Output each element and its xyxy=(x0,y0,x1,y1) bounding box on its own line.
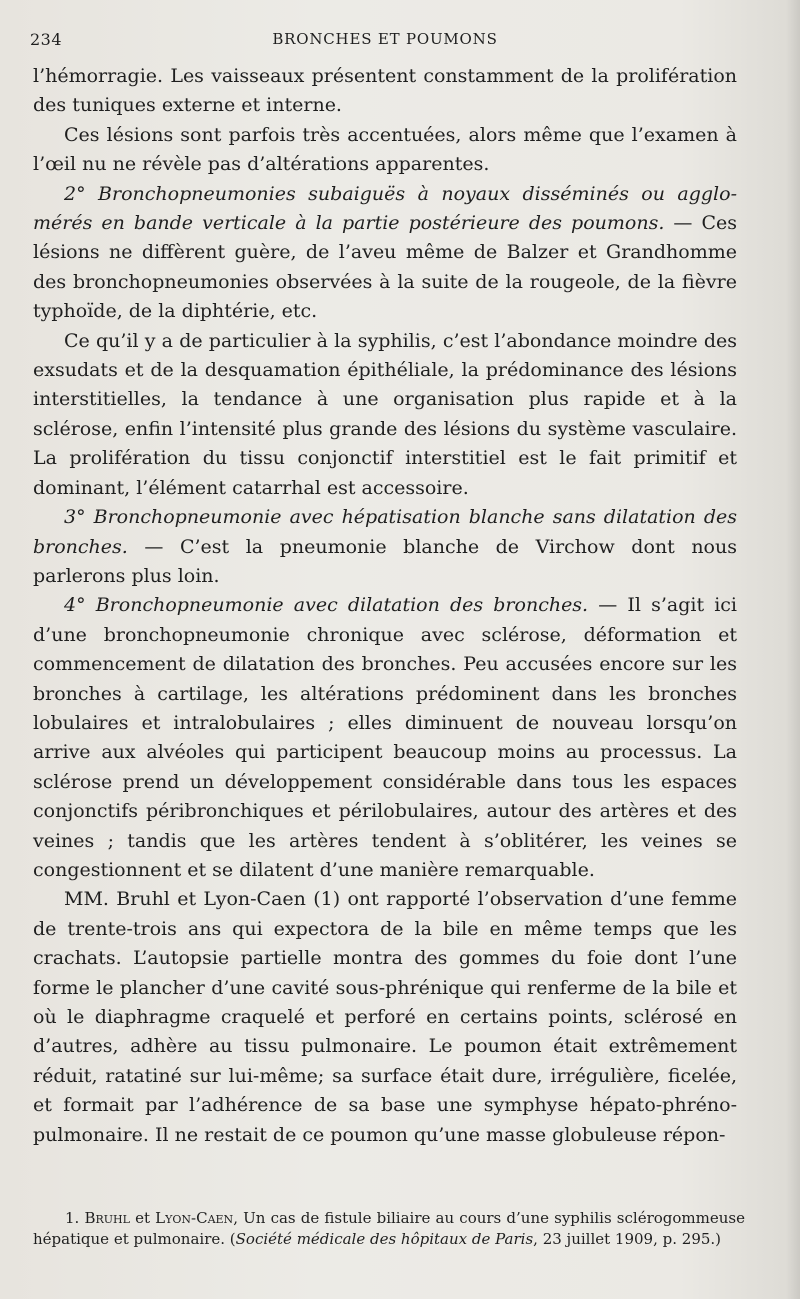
running-head: BRONCHES ET POUMONS xyxy=(272,30,498,48)
section-title-white-hepatization: 3° Bronchopneumonie avec hépatisation blanche sans dilatation des bronches. xyxy=(33,506,737,558)
paragraph-syphilis-particularities: Ce qu’il y a de particulier à la syphilis, c’est l’abondance moindre des exsudats et de la desquamation épithéliale, la prédominance des lésions interstitielles, la tendance à une organisation plus rapide et à la sclérose, enfin l’intensité plus grande des lésions du système vasculaire. La prolifération du tissu conjonctif interstitiel est le fait primitif et dominant, l’élément catarrhal est accessoire. xyxy=(33,329,737,499)
footnote-journal: Société médicale des hôpitaux de Paris xyxy=(235,1229,534,1248)
paragraph-white-hepatization-text: — C’est la pneumonie blanche de Virchow dont nous parlerons plus loin. xyxy=(33,535,737,587)
footnote-title: , Un cas de fistule biliaire au cours d’une syphilis sclérogommeuse hépatique et pulmonaire. ( xyxy=(33,1209,745,1248)
page-header xyxy=(30,30,740,54)
page-number: 234 xyxy=(30,30,63,49)
footnote-number: 1. xyxy=(65,1209,80,1227)
page-edge-shadow xyxy=(786,0,800,1299)
body-text xyxy=(33,62,737,1150)
footnote-author-lyon-caen: Lyon-Caen xyxy=(155,1209,234,1227)
paragraph-subacute-text: — Ces lésions ne diffèrent guère, de l’aveu même de Balzer et Grandhomme des bronchopneumonies observées à la suite de la rougeole, de la fièvre typhoïde, de la diphtérie, etc. xyxy=(33,212,737,323)
paragraph-subacute-bronchopneumonia xyxy=(33,180,737,327)
section-title-bronchial-dilatation: 4° Bronchopneumonie avec dilatation des bronches. xyxy=(64,594,589,617)
paragraph-lesions: Ces lésions sont parfois très accentuées, alors même que l’examen à l’œil nu ne révèle pas d’altérations apparentes. xyxy=(33,123,737,176)
footnote-author-bruhl: Bruhl xyxy=(84,1209,130,1227)
paragraph-case-report: MM. Bruhl et Lyon-Caen (1) ont rapporté l’observation d’une femme de trente-trois ans qui expectora de la bile en même temps que les crachats. L’autopsie partielle montra des gommes du foie dont l’une forme le plancher d’une cavité sous-phrénique qui renferme de la bile et où le diaphragme craquelé et perforé en certains points, sclérosé en d’autres, adhère au tissu pulmonaire. Le poumon était extrêmement réduit, ratatiné sur lui-même; sa surface était dure, irrégulière, ficelée, et formait par l’adhérence de sa base une symphyse hépato-phréno-pulmonaire. Il ne restait de ce poumon qu’une masse globuleuse répon- xyxy=(33,888,737,1146)
footnote-conjunction: et xyxy=(129,1209,156,1227)
paragraph-continuation: l’hémorragie. Les vaisseaux présentent constamment de la prolifération des tuniques externe et interne. xyxy=(33,65,737,117)
footnote-date: , 23 juillet 1909, p. 295.) xyxy=(533,1229,722,1248)
section-title-subacute: 2° Bronchopneumonies subaiguës à noyaux disséminés ou agglomérés en bande verticale à la partie postérieure des poumons. xyxy=(33,182,737,235)
paragraph-white-hepatization xyxy=(33,503,737,591)
footnote xyxy=(33,1208,745,1249)
paragraph-bronchial-dilatation xyxy=(33,591,737,885)
paragraph-bronchial-dilatation-text: — Il s’agit ici d’une bronchopneumonie chronique avec sclérose, déformation et commencement de dilatation des bronches. Peu accusées encore sur les bronches à cartilage, les altérations prédominent dans les bronches lobulaires et intralobulaires ; elles diminuent de nouveau lorsqu’on arrive aux alvéoles qui participent beaucoup moins au processus. La sclérose prend un développement considérable dans tous les espaces conjonctifs péribronchiques et périlobulaires, autour des artères et des veines ; tandis que les artères tendent à s’oblitérer, les veines se congestionnent et se dilatent d’une manière remarquable. xyxy=(33,594,737,881)
